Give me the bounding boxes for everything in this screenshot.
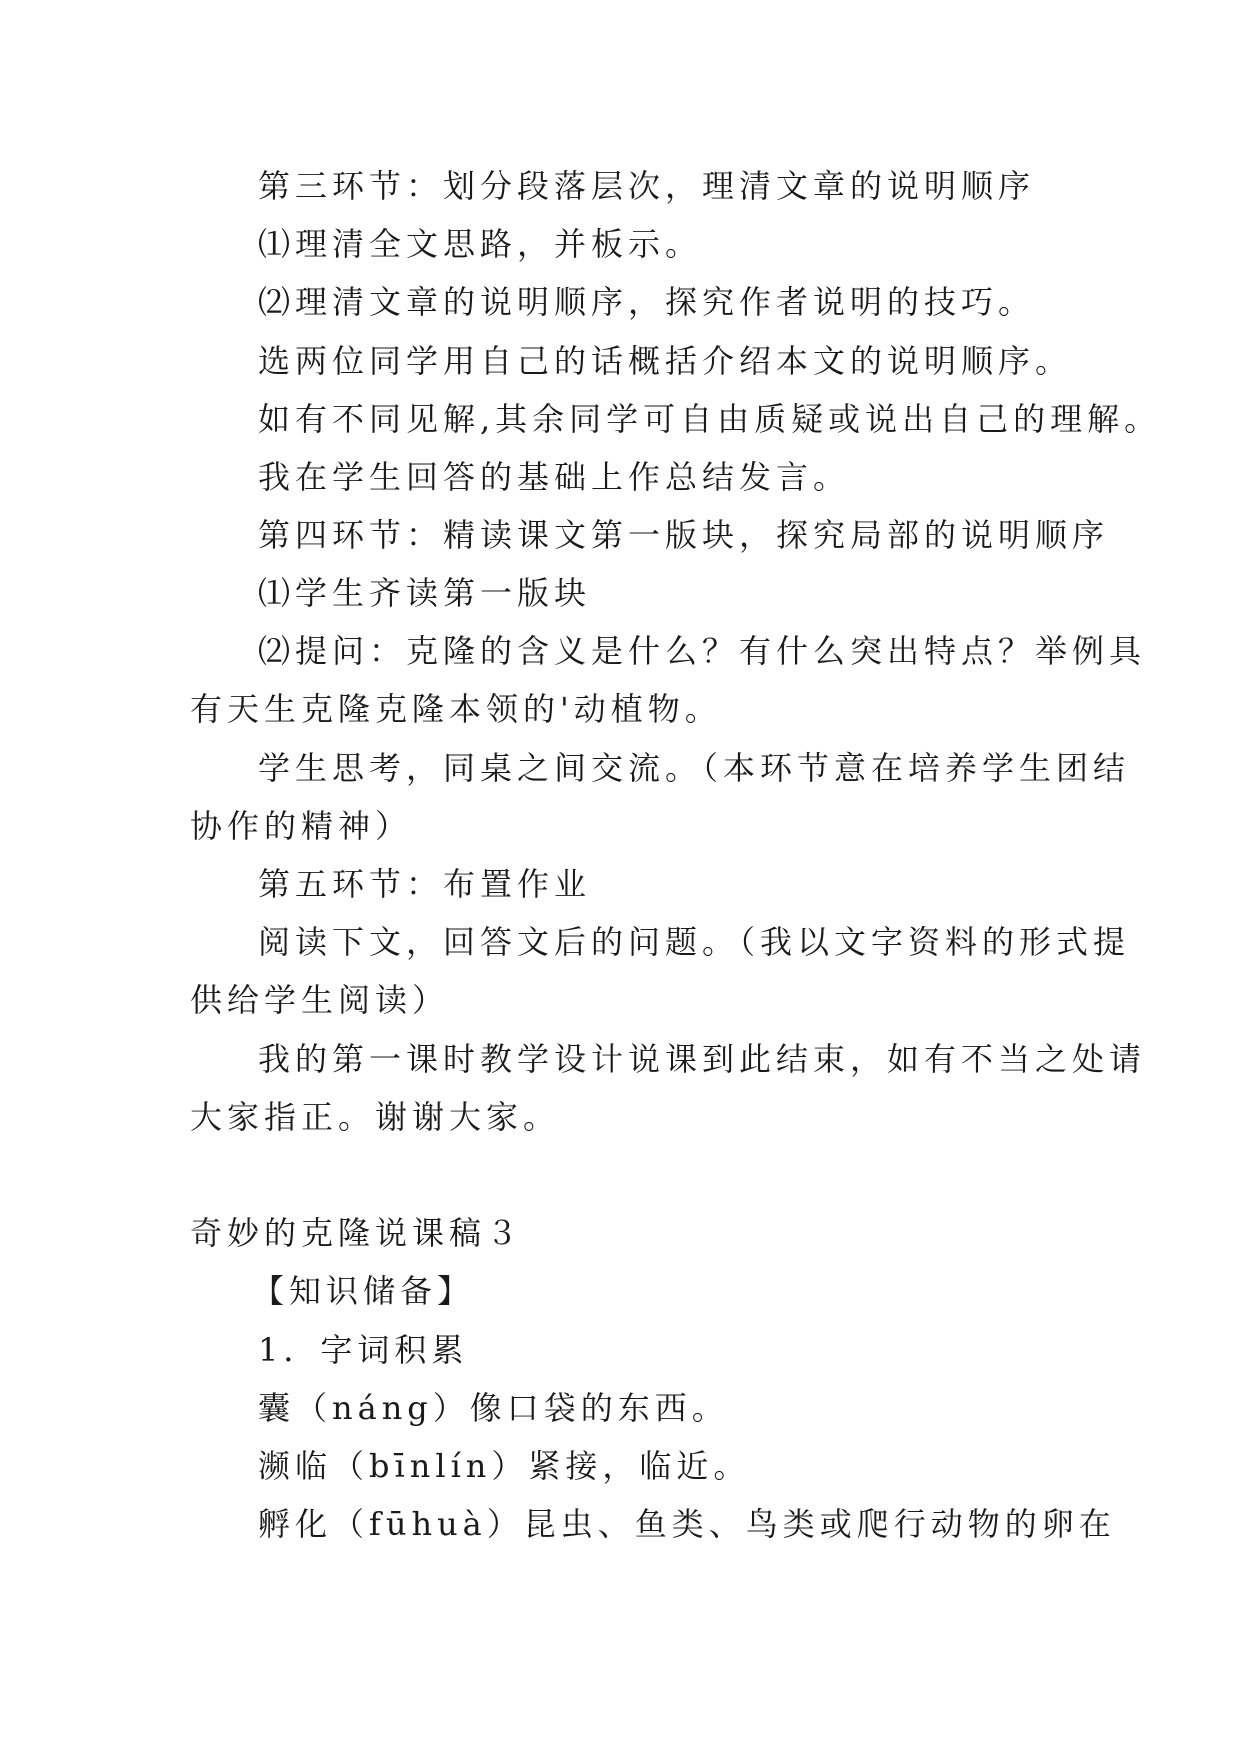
knowledge-heading: 【知识储备】 [252,1272,475,1310]
vocab-entry-1: 囊（náng）像口袋的东西。 [258,1389,729,1427]
step3-item-2: ⑵理清文章的说明顺序，探究作者说明的技巧。 [258,283,1036,321]
step5-heading: 第五环节：布置作业 [258,865,592,903]
step3-paragraph-1: 选两位同学用自己的话概括介绍本文的说明顺序。 [258,342,1073,380]
step5-paragraph-1-line-2: 供给学生阅读） [190,981,450,1019]
step3-item-1: ⑴理清全文思路，并板示。 [258,225,703,263]
step3-heading: 第三环节：划分段落层次，理清文章的说明顺序 [258,167,1036,205]
vocab-heading: 1．字词积累 [258,1331,469,1369]
vocab-entry-2: 濒临（bīnlín）紧接，临近。 [258,1447,751,1485]
step5-paragraph-1-line-1: 阅读下文，回答文后的问题。（我以文字资料的形式提 [258,923,1131,961]
step3-paragraph-2: 如有不同见解,其余同学可自由质疑或说出自己的理解。 [258,400,1162,438]
step4-item-2-line-2: 有天生克隆克隆本领的'动植物。 [190,690,722,728]
step4-paragraph-1-line-2: 协作的精神） [190,807,413,845]
closing-line-1: 我的第一课时教学设计说课到此结束，如有不当之处请 [258,1040,1147,1078]
vocab-entry-3: 孵化（fūhuà）昆虫、鱼类、鸟类或爬行动物的卵在 [258,1505,1116,1543]
closing-line-2: 大家指正。谢谢大家。 [190,1098,561,1136]
step4-heading: 第四环节：精读课文第一版块，探究局部的说明顺序 [258,516,1110,554]
section-title: 奇妙的克隆说课稿３ [190,1214,524,1252]
step3-paragraph-3: 我在学生回答的基础上作总结发言。 [258,458,851,496]
step4-item-2-line-1: ⑵提问：克隆的含义是什么？有什么突出特点？举例具 [258,632,1147,670]
step4-item-1: ⑴学生齐读第一版块 [258,574,592,612]
step4-paragraph-1-line-1: 学生思考，同桌之间交流。（本环节意在培养学生团结 [258,749,1131,787]
